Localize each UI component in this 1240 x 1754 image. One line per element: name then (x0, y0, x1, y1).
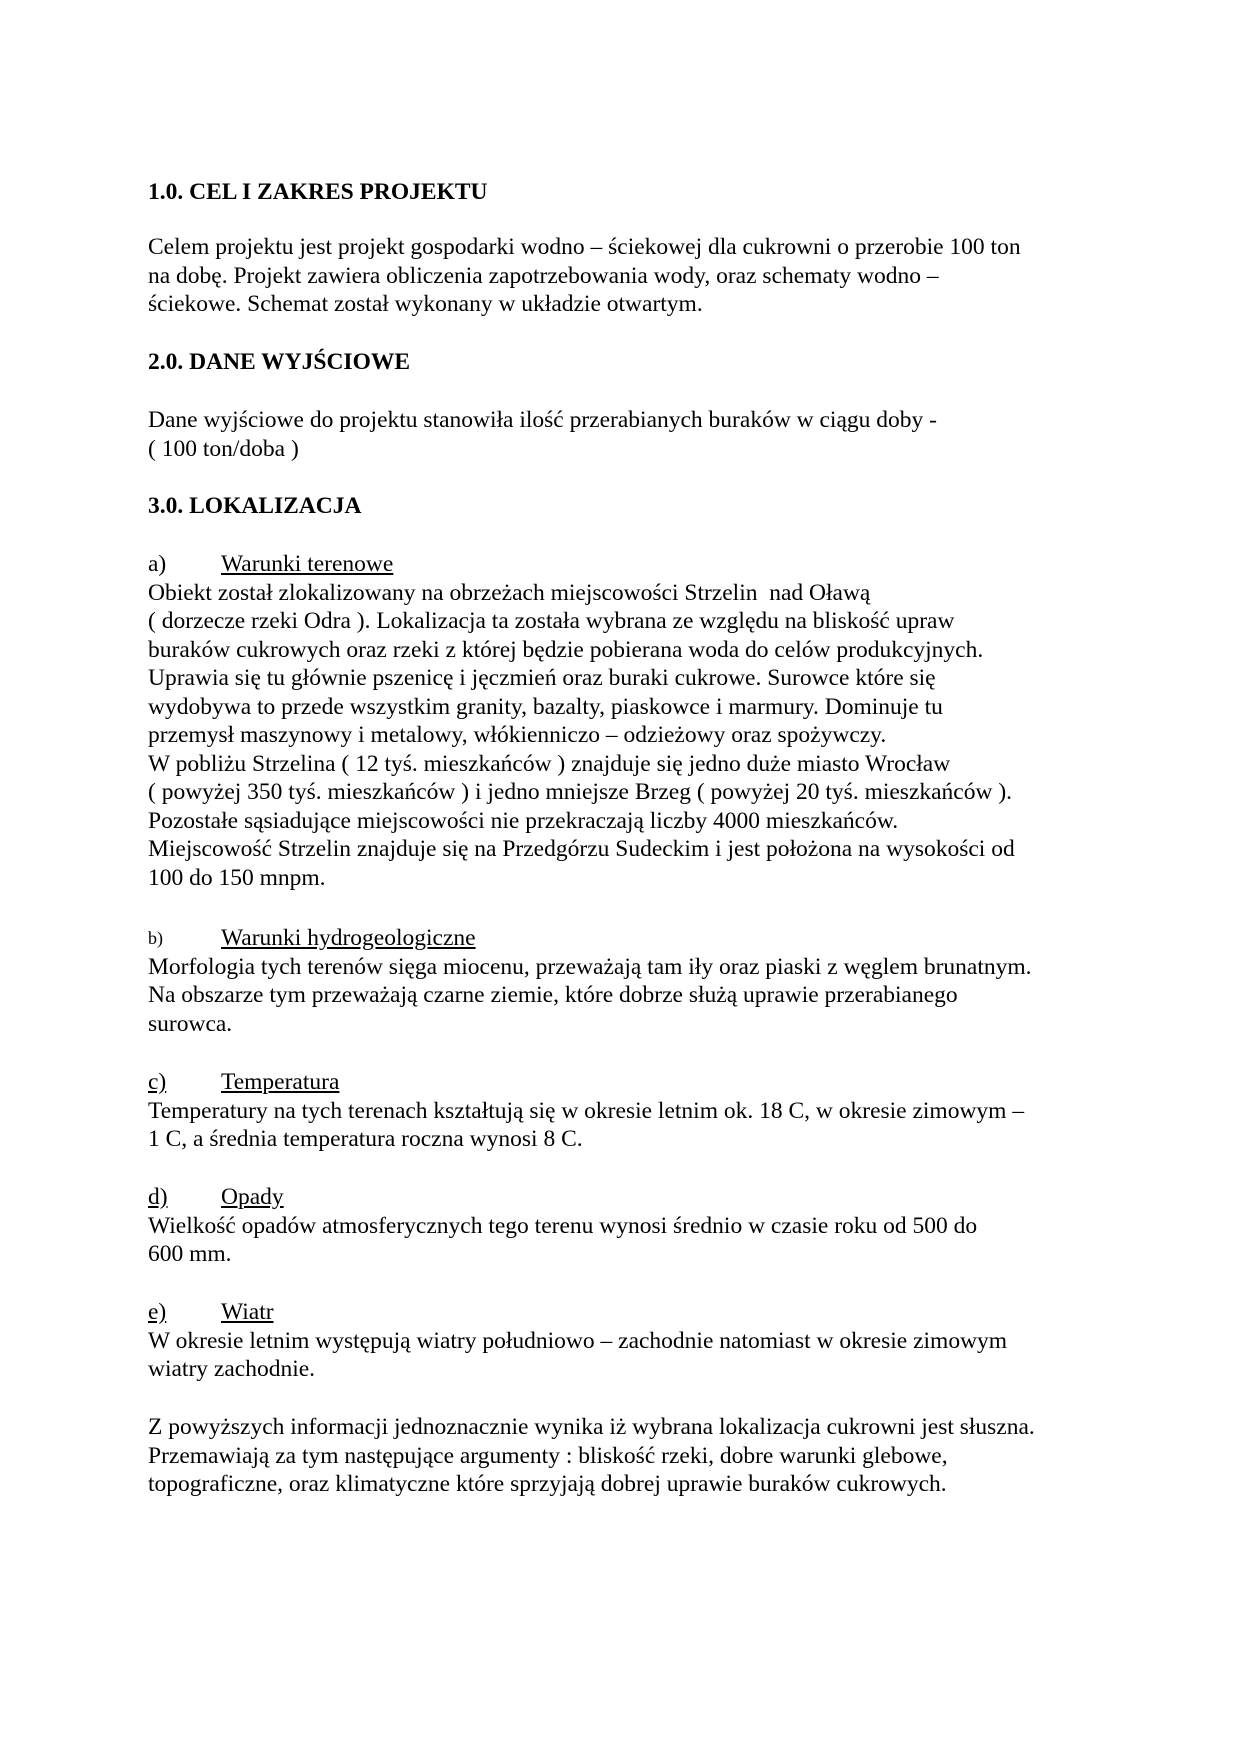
paragraph-line: 1 C, a średnia temperatura roczna wynosi 8 C. (148, 1126, 583, 1152)
subsection-title: Warunki terenowe (221, 551, 394, 577)
conclusion (148, 1413, 1108, 1499)
paragraph-line: ( 100 ton/doba ) (148, 435, 299, 462)
paragraph-line: Miejscowość Strzelin znajduje się na Przedgórzu Sudeckim i jest położona na wysokości od (148, 836, 1015, 862)
paragraph-line: ściekowe. Schemat został wykonany w układzie otwartym. (148, 291, 703, 317)
paragraph-line: na dobę. Projekt zawiera obliczenia zapotrzebowania wody, oraz schematy wodno – (148, 262, 939, 289)
subsection-letter: a) (148, 551, 167, 577)
paragraph-line: Na obszarze tym przeważają czarne ziemie, które dobrze służą uprawie przerabianego (148, 982, 958, 1008)
subsection-a-header (148, 550, 1108, 579)
subsection-letter: b) (148, 928, 163, 948)
paragraph-line: 600 mm. (148, 1241, 232, 1267)
paragraph-line: wiatry zachodnie. (148, 1356, 316, 1382)
subsection-title: Opady (221, 1184, 284, 1210)
paragraph-line: Przemawiają za tym następujące argumenty : bliskość rzeki, dobre warunki glebowe, (148, 1442, 948, 1469)
subsection-title: Warunki hydrogeologiczne (221, 925, 476, 951)
paragraph-line: Uprawia się tu głównie pszenicę i jęczmień oraz buraki cukrowe. Surowce które się (148, 665, 936, 691)
paragraph-line: Morfologia tych terenów sięga miocenu, przeważają tam iły oraz piaski z węglem brunatnym. (148, 953, 1032, 980)
subsection-b-header (148, 924, 1108, 953)
paragraph-line: W pobliżu Strzelina ( 12 tyś. mieszkańców ) znajduje się jedno duże miasto Wrocław (148, 750, 951, 777)
subsection-d-header (148, 1183, 1108, 1212)
section-2 (148, 348, 1108, 377)
subsection-title: Temperatura (221, 1069, 340, 1095)
paragraph-line: Pozostałe sąsiadujące miejscowości nie przekraczają liczby 4000 mieszkańców. (148, 807, 899, 834)
paragraph-line: Celem projektu jest projekt gospodarki wodno – ściekowej dla cukrowni o przerobie 100 ton (148, 234, 1021, 260)
subsection-letter: e) (148, 1299, 167, 1325)
subsection-c-header (148, 1068, 1108, 1097)
section-1-body (148, 233, 1108, 319)
section-1 (148, 178, 1108, 207)
subsection-e (148, 1298, 1108, 1384)
subsection-letter: c) (148, 1069, 167, 1095)
section-2-heading: 2.0. DANE WYJŚCIOWE (148, 349, 411, 375)
paragraph-line: Dane wyjściowe do projektu stanowiła ilość przerabianych buraków w ciągu doby - (148, 407, 937, 433)
section-3 (148, 492, 1108, 521)
paragraph-line: topograficzne, oraz klimatyczne które sprzyjają dobrej uprawie buraków cukrowych. (148, 1471, 947, 1497)
paragraph-line: przemysł maszynowy i metalowy, włókienniczo – odzieżowy oraz spożywczy. (148, 722, 887, 748)
paragraph-line: Obiekt został zlokalizowany na obrzeżach miejscowości Strzelin nad Oławą (148, 579, 871, 606)
section-2-body (148, 406, 1108, 463)
subsection-letter: d) (148, 1184, 168, 1210)
paragraph-line: ( powyżej 350 tyś. mieszkańców ) i jedno mniejsze Brzeg ( powyżej 20 tyś. mieszkańców ). (148, 779, 1013, 805)
paragraph-line: Temperatury na tych terenach kształtują się w okresie letnim ok. 18 C, w okresie zimowym – (148, 1097, 1025, 1124)
paragraph-line: 100 do 150 mnpm. (148, 864, 326, 891)
paragraph-line: W okresie letnim występują wiatry południowo – zachodnie natomiast w okresie zimowym (148, 1327, 1008, 1354)
subsection-c (148, 1068, 1108, 1154)
paragraph-line: Wielkość opadów atmosferycznych tego terenu wynosi średnio w czasie roku od 500 do (148, 1212, 978, 1239)
subsection-a (148, 550, 1108, 892)
subsection-d (148, 1183, 1108, 1269)
subsection-e-header (148, 1298, 1108, 1327)
paragraph-line: Z powyższych informacji jednoznacznie wynika iż wybrana lokalizacja cukrowni jest słuszna. (148, 1414, 1035, 1440)
paragraph-line: ( dorzecze rzeki Odra ). Lokalizacja ta została wybrana ze względu na bliskość upraw (148, 608, 955, 634)
subsection-title: Wiatr (221, 1299, 274, 1325)
paragraph-line: surowca. (148, 1010, 233, 1037)
paragraph-line: wydobywa to przede wszystkim granity, bazalty, piaskowce i marmury. Dominuje tu (148, 693, 943, 720)
section-1-heading: 1.0. CEL I ZAKRES PROJEKTU (148, 179, 488, 205)
paragraph-line: buraków cukrowych oraz rzeki z której będzie pobierana woda do celów produkcyjnych. (148, 636, 984, 663)
subsection-b (148, 924, 1108, 1038)
section-3-heading: 3.0. LOKALIZACJA (148, 493, 362, 519)
